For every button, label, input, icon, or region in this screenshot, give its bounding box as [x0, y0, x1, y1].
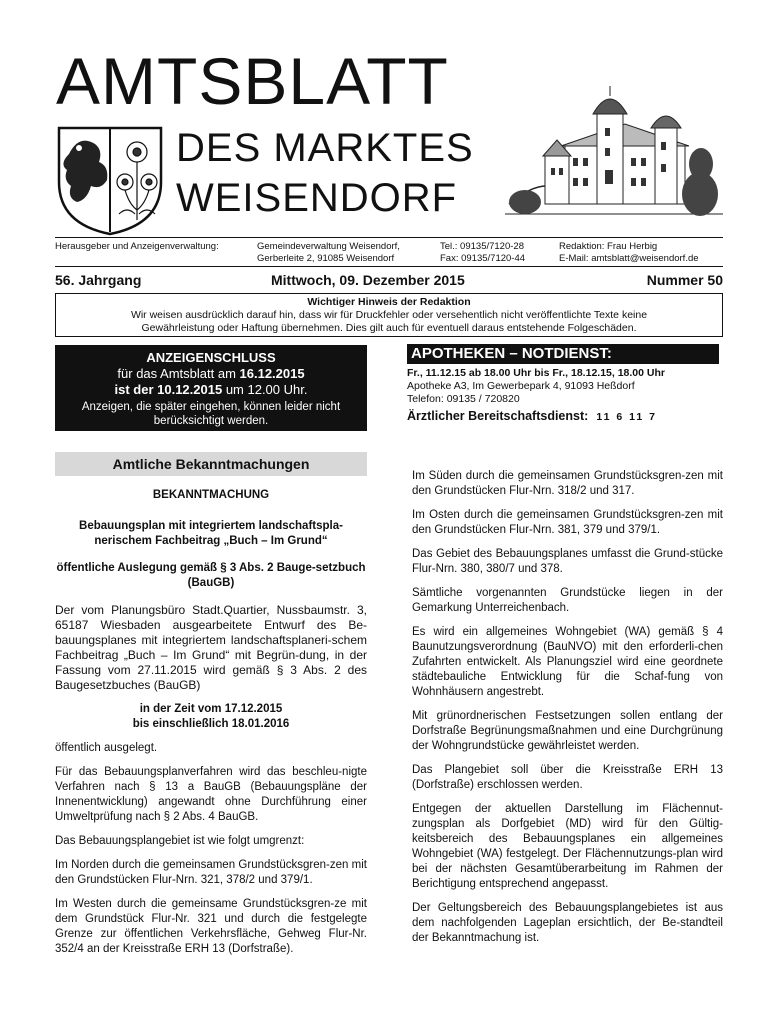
issue-number: Nummer 50: [646, 272, 723, 288]
notice-line-1: Wir weisen ausdrücklich darauf hin, dass wir für Druckfehler oder versehentlich nicht veröffentlichte Texte keine: [130, 309, 648, 321]
paragraph: öffentlich ausgelegt.: [55, 742, 158, 754]
paragraph: Der vom Planungsbüro Stadt.Quartier, Nussbaumstr. 3, 65187 Wiesbaden ausgearbeitete Entwurf des Be-bauungsplanes mit integriertem landschaftsplaneri-schem Fachbeitrag „Buch – Im Grund“ mit Begrün-dung, in der Fassung vom 27.11.2015 wird gemäß § 3 Abs. 2 des Baugesetzbuches (BauGB): [55, 603, 367, 692]
office-line-1: Gemeindeverwaltung Weisendorf,: [257, 241, 400, 252]
ad-deadline-line-3: [55, 382, 367, 398]
coat-of-arms-icon: [55, 124, 165, 236]
masthead-subtitle-1: DES MARKTES: [176, 126, 474, 170]
paragraph: Für das Bebauungsplanverfahren wird das beschleu-nigte Verfahren nach § 13 a BauGB (Bebauungspläne der Innenentwicklung) angewandt ohne Durchführung einer Umweltprüfung nach § 2 Abs. 4 BauGB.: [55, 766, 367, 823]
ad-deadline-line-2a: für das Amtsblatt am: [117, 366, 240, 381]
doctor-number: 11 6 11 7: [596, 411, 657, 423]
publisher-label: Herausgeber und Anzeigenverwaltung:: [55, 241, 219, 252]
editorial-contact: [559, 241, 699, 265]
paragraph: Im Norden durch die gemeinsamen Grundstücksgren-zen mit den Grundstücken Flur-Nrn. 321, 378/2 und 379/1.: [55, 859, 367, 886]
paragraph: Im Westen durch die gemeinsame Grundstücksgren-ze mit dem Grundstück Flur-Nr. 321 und durch die festgelegte Grenze zur öffentlichen Verkehrsfläche, Gehweg Flur-Nr. 352/4 an der Kreisstraße ERH 13 (Dorfstraße).: [55, 898, 367, 955]
paragraph: Der Geltungsbereich des Bebauungsplangebietes ist aus dem nachfolgenden Lageplan ersichtlich, der Be-standteil der Bekanntmachung ist.: [412, 902, 723, 944]
paragraph: Entgegen der aktuellen Darstellung im Flächennut-zungsplan als Dorfgebiet (MD) wird für den Gültig-keitsbereich des Bebauungsplanes ein allgemeines Wohngebiet (WA) festgelegt. Der Flächennutzungs-plan wird bei der nächsten Gesamtüberarbeitung im Rahmen der Berichtigung entsprechend angepasst.: [412, 803, 723, 890]
office-line-2: Gerberleite 2, 91085 Weisendorf: [257, 253, 395, 264]
ad-deadline-line-2: [55, 366, 367, 382]
paragraph: Das Gebiet des Bebauungsplanes umfasst die Grund-stücke Flur-Nrn. 380, 380/7 und 378.: [412, 548, 723, 575]
pharmacy-heading: APOTHEKEN – NOTDIENST:: [407, 344, 719, 364]
pharmacy-emergency: [407, 344, 719, 425]
ad-deadline-issue-date: 16.12.2015: [239, 366, 305, 381]
pharmacy-phone: Telefon: 09135 / 720820: [407, 393, 520, 405]
masthead-title: AMTSBLATT: [56, 44, 449, 118]
plan-title: Bebauungsplan mit integriertem landschaftspla-nerischem Fachbeitrag „Buch – Im Grund“: [79, 520, 343, 547]
office-address: [257, 241, 400, 265]
paragraph: Mit grünordnerischen Festsetzungen sollen entlang der Dorfstraße Begrünungsmaßnahmen und eine Durchgrünung der Wohngrundstücke gewährleistet werden.: [412, 710, 723, 752]
paragraph: Das Plangebiet soll über die Kreisstraße ERH 13 (Dorfstraße) erschlossen werden.: [412, 764, 723, 791]
right-column: [412, 469, 723, 955]
ad-deadline-title: ANZEIGENSCHLUSS: [146, 350, 276, 365]
phone-fax: [440, 241, 525, 265]
paragraph: Im Osten durch die gemeinsamen Grundstücksgren-zen mit den Grundstücken Flur-Nrn. 381, 379 und 379/1.: [412, 509, 723, 536]
pharmacy-address: Apotheke A3, Im Gewerbepark 4, 91093 Heßdorf: [407, 380, 635, 392]
section-header: Amtliche Bekanntmachungen: [55, 452, 367, 476]
volume: 56. Jahrgang: [55, 272, 142, 288]
ad-deadline-date: ist der 10.12.2015: [114, 382, 223, 397]
doctor-on-call: [407, 408, 719, 425]
paragraph: Im Süden durch die gemeinsamen Grundstücksgren-zen mit den Grundstücken Flur-Nrn. 318/2 und 317.: [412, 470, 723, 497]
castle-illustration-icon: [505, 84, 723, 232]
paragraph: Sämtliche vorgenannten Grundstücke liegen in der Gemarkung Unterreichenbach.: [412, 587, 723, 614]
email: E-Mail: amtsblatt@weisendorf.de: [559, 253, 699, 264]
display-legal-basis: öffentliche Auslegung gemäß § 3 Abs. 2 Bauge-setzbuch (BauGB): [56, 562, 366, 589]
notice-line-2: Gewährleistung oder Haftung übernehmen. Dies gilt auch für eventuell daraus entstehende Folgeschäden.: [141, 322, 637, 334]
editorial-notice: [55, 293, 723, 337]
notice-heading: Wichtiger Hinweis der Redaktion: [307, 296, 471, 308]
publisher-info: [55, 237, 723, 267]
editor: Redaktion: Frau Herbig: [559, 241, 658, 252]
ad-deadline-box: [55, 345, 367, 431]
doctor-label: Ärztlicher Bereitschaftsdienst:: [407, 409, 589, 423]
ad-deadline-time: um 12.00 Uhr.: [222, 382, 308, 397]
display-period-end: bis einschließlich 18.01.2016: [132, 718, 290, 730]
ad-deadline-note: Anzeigen, die später eingehen, können leider nicht berücksichtigt werden.: [81, 401, 341, 427]
left-column: [55, 488, 367, 966]
issue-date: Mittwoch, 09. Dezember 2015: [271, 272, 465, 288]
paragraph: Es wird ein allgemeines Wohngebiet (WA) gemäß § 4 Baunutzungsverordnung (BauNVO) mit den erforderli-chen Zufahrten entwickelt. Als Planungsziel wird eine geordnete städtebauliche Entwicklung für die Schaf-fung von Wohnhäusern angestrebt.: [412, 626, 723, 698]
paragraph: Das Bebauungsplangebiet ist wie folgt umgrenzt:: [55, 835, 305, 847]
display-period-start: in der Zeit vom 17.12.2015: [139, 703, 283, 715]
announcement-heading: BEKANNTMACHUNG: [152, 489, 270, 501]
fax: Fax: 09135/7120-44: [440, 253, 526, 264]
masthead-subtitle-2: WEISENDORF: [176, 176, 458, 220]
telephone: Tel.: 09135/7120-28: [440, 241, 524, 252]
issue-bar: [55, 269, 723, 291]
pharmacy-times: Fr., 11.12.15 ab 18.00 Uhr bis Fr., 18.12.15, 18.00 Uhr: [407, 367, 665, 379]
